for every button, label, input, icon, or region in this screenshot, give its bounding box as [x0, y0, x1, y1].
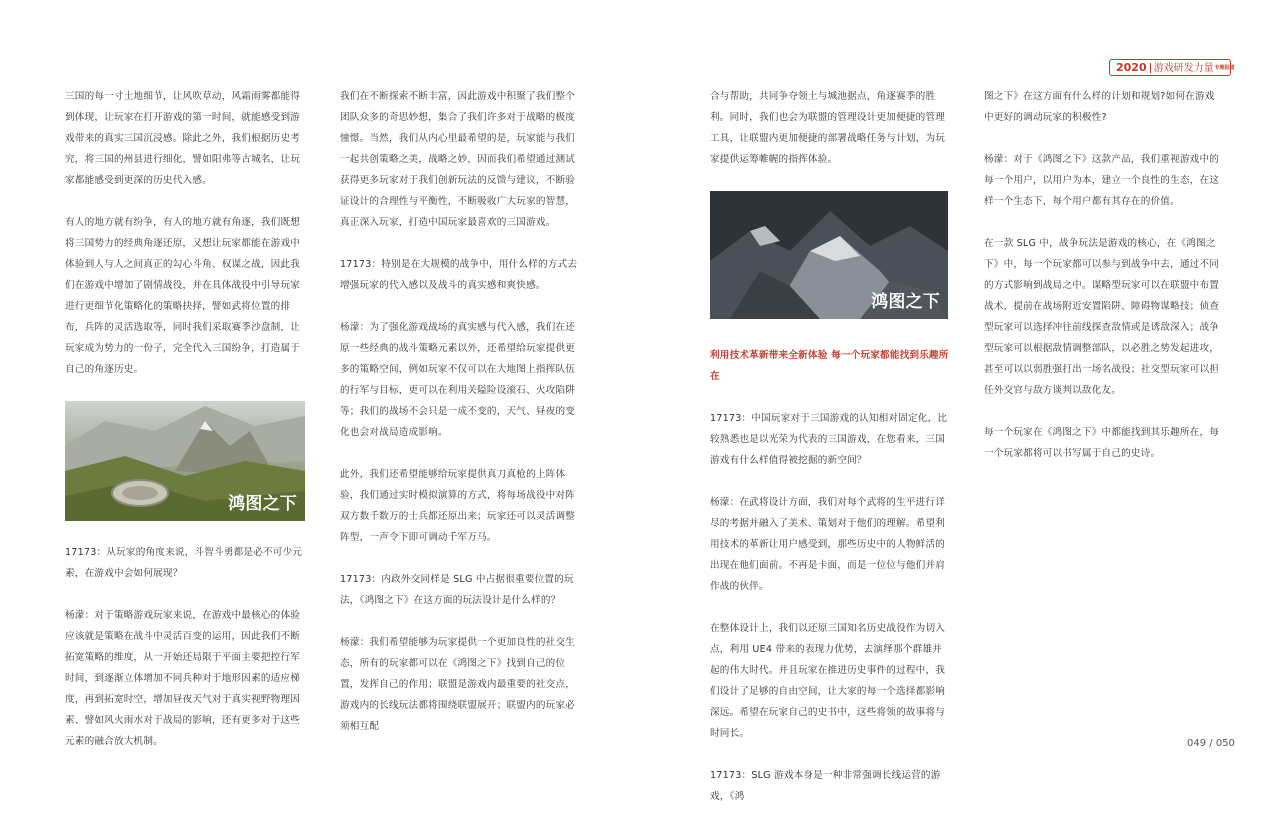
- interview-question: 17173：从玩家的角度来说，斗智斗勇都是必不可少元素，在游戏中会如何展现？: [65, 547, 303, 579]
- page-numbers: 049 / 050: [1187, 738, 1235, 749]
- interview-question: 17173：内政外交同样是 SLG 中占据很重要位置的玩法，《鸿图之下》在这方面的玩法设计是什么样的？: [340, 574, 574, 606]
- game-screenshot-valley: [65, 401, 305, 521]
- game-logo-watermark: 鸿图之下: [228, 494, 297, 514]
- interview-answer: 杨濛：我们希望能够为玩家提供一个更加良性的社交生态，所有的玩家都可以在《鸿图之下》找到自己的位置，发挥自己的作用；联盟是游戏内最重要的社交点，游戏内的长线玩法都将围绕联盟展开；联盟内的玩家必须相互配: [340, 637, 576, 732]
- badge-section: 游戏研发力量: [1153, 63, 1214, 74]
- interview-answer: 杨濛：对于《鸿图之下》这款产品，我们重视游戏中的每一个用户，以用户为本，建立一个良性的生态，在这样一个生态下，每个用户都有其存在的价值。: [984, 154, 1220, 207]
- column-2: [340, 86, 580, 758]
- game-logo-watermark: 鸿图之下: [871, 292, 940, 312]
- column-4: [984, 86, 1224, 485]
- column-3: [710, 86, 950, 828]
- section-headline: 利用技术革新带来全新体验 每一个玩家都能找到乐趣所在: [710, 350, 949, 382]
- interview-answer: 杨濛：对于策略游戏玩家来说，在游戏中最核心的体验应该就是策略在战斗中灵活百变的运用，因此我们不断拓宽策略的维度，从一开始还局限于平面主要把控行军时间，到逐渐立体增加不同兵种对于地形因素的适应梯度，再到拓宽时空，增加昼夜天气对于真实视野物理因素、譬如风火雨水对于战局的影响，还有更多对于这些元素的融合放大机制。: [65, 610, 301, 747]
- paragraph: 每一个玩家在《鸿图之下》中都能找到其乐趣所在，每一个玩家都将可以书写属于自己的史诗。: [984, 427, 1220, 459]
- interview-answer: 杨濛：为了强化游戏战场的真实感与代入感，我们在还原一些经典的战斗策略元素以外，还希望给玩家提供更多的策略空间，例如玩家不仅可以在大地图上指挥队伍的行军与目标，更可以在利用关隘险设滚石、火攻陷阱等；我们的战场不会只是一成不变的，天气、昼夜的变化也会对战局造成影响。: [340, 322, 576, 438]
- badge-year: 2020: [1116, 61, 1147, 74]
- interview-answer: 杨濛：在武将设计方面，我们对每个武将的生平进行详尽的考据并融入了美术、策划对于他们的理解。希望利用技术的革新让用户感受到，那些历史中的人物鲜活的出现在他们面前。不再是卡面，而是一位位与他们并肩作战的伙伴。: [710, 497, 946, 592]
- paragraph: 此外，我们还希望能够给玩家提供真刀真枪的上阵体验，我们通过实时模拟演算的方式，将每场战役中对阵双方数千数万的士兵都还原出来；玩家还可以灵活调整阵型，一声令下即可调动千军万马。: [340, 469, 576, 543]
- paragraph: 我们在不断探索不断丰富，因此游戏中积聚了我们整个团队众多的奇思妙想，集合了我们许多对于战略的极度憧憬。当然，我们从内心里最希望的是，玩家能与我们一起共创策略之美，战略之妙，因而我们希望通过测试获得更多玩家对于我们创新玩法的反馈与建议，不断验证设计的合理性与平衡性，不断吸收广大玩家的智慧，真正深入玩家，打造中国玩家最喜欢的三国游戏。: [340, 91, 576, 228]
- column-1: [65, 86, 305, 773]
- paragraph: 合与帮助，共同争夺领土与城池据点，角逐赛季的胜利。同时，我们也会为联盟的管理设计更加便捷的管理工具，让联盟内更加便捷的部署战略任务与计划，为玩家提供运筹帷幄的指挥体验。: [710, 91, 946, 165]
- paragraph: 图之下》在这方面有什么样的计划和规划?如何在游戏中更好的调动玩家的积极性?: [984, 91, 1215, 123]
- paragraph: 在一款 SLG 中，战争玩法是游戏的核心，在《鸿图之下》中，每一个玩家都可以参与到战争中去，通过不同的方式影响到战局之中。谋略型玩家可以在联盟中布置战术，提前在战场附近安置陷阱、障碍物谋略技；侦查型玩家可以选择冲往前线探查敌情或是诱敌深入；战争型玩家可以根据敌情调整部队，以必胜之势发起进攻，甚至可以以弱胜强打出一场名战役；社交型玩家可以担任外交官与敌方谈判以敌化友。: [984, 238, 1220, 396]
- game-screenshot-snow-mountain: [710, 191, 948, 319]
- interview-question: 17173：中国玩家对于三国游戏的认知相对固定化，比较熟悉也是以光荣为代表的三国游戏，在您看来，三国游戏有什么样值得被挖掘的新空间？: [710, 413, 948, 466]
- interview-question: 17173：特别是在大规模的战争中，用什么样的方式去增强玩家的代入感以及战斗的真实感和爽快感。: [340, 259, 578, 291]
- paragraph: 三国的每一寸土地细节，让风吹草动，风霜雨雾都能得到体现，让玩家在打开游戏的第一时间，就能感受到游戏带来的真实三国沉浸感。除此之外，我们根据历史考究，将三国的州县进行细化，譬如阳弗等古城名，让玩家都能感受到更深的历史代入感。: [65, 91, 301, 186]
- paragraph: 有人的地方就有纷争，有人的地方就有角逐，我们既想将三国势力的经典角逐还原，又想让玩家都能在游戏中体验到人与人之间真正的勾心斗角、权谋之战，因此我们在游戏中增加了剧情战役，并在具体战役中引导玩家进行更细节化策略化的策略抉择，譬如武将位置的排布，兵阵的灵活选取等，同时我们采取赛季沙盘制，让玩家成为势力的一份子，完全代入三国纷争，打造属于自己的角逐历史。: [65, 217, 301, 375]
- interview-question: 17173：SLG 游戏本身是一种非常强调长线运营的游戏，《鸿: [710, 770, 941, 802]
- badge-divider: [1150, 63, 1151, 73]
- section-badge: [1109, 59, 1235, 76]
- badge-mini-label: 专题报道: [1214, 64, 1235, 71]
- paragraph: 在整体设计上，我们以还原三国知名历史战役作为切入点，利用 UE4 带来的表现力优势，去演绎那个群雄并起的伟大时代。并且玩家在推进历史事件的过程中，我们设计了足够的自由空间，让大家的每一个选择都影响深远。希望在玩家自己的史书中，这些将领的故事将与时同长。: [710, 623, 946, 739]
